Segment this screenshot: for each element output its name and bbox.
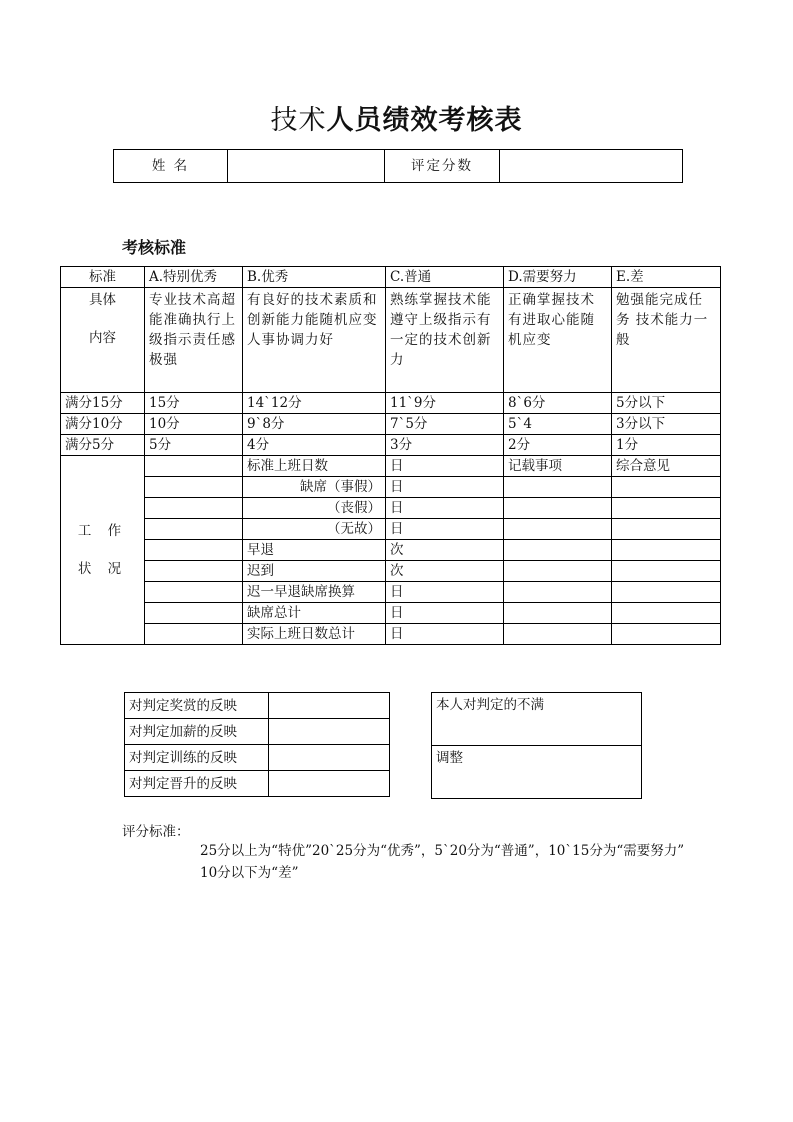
score-row-label: 满分5分 <box>61 435 145 456</box>
opinion-cell[interactable] <box>612 603 721 624</box>
reaction-label: 对判定训练的反映 <box>125 745 269 771</box>
description-cell: 有良好的技术素质和创新能力能随机应变人事协调力好 <box>243 288 386 393</box>
description-label-line: 内容 <box>89 330 116 346</box>
title-part-2: 人员绩效考核表 <box>326 105 523 136</box>
work-item: 缺席（事假） <box>243 477 386 498</box>
records-cell[interactable] <box>504 624 612 645</box>
description-row <box>61 288 721 393</box>
work-status-label-line: 状 况 <box>77 561 128 577</box>
opinion-header: 综合意见 <box>612 456 721 477</box>
dissatisfaction-table <box>431 692 642 799</box>
work-entry-cell[interactable] <box>145 603 243 624</box>
reaction-field[interactable] <box>269 719 390 745</box>
work-row <box>61 603 721 624</box>
adjustment-field[interactable] <box>432 746 642 799</box>
work-unit: 日 <box>386 603 504 624</box>
reaction-row <box>125 771 390 797</box>
score-cell: 5分以下 <box>612 393 721 414</box>
criteria-heading: 考核标准 <box>122 238 187 257</box>
work-item: 早退 <box>243 540 386 561</box>
header-cell: 标准 <box>61 267 145 288</box>
work-item: 迟到 <box>243 561 386 582</box>
score-row-label: 满分10分 <box>61 414 145 435</box>
description-cell: 勉强能完成任务 技术能力一般 <box>612 288 721 393</box>
work-status-label-line: 工 作 <box>77 523 128 539</box>
opinion-cell[interactable] <box>612 477 721 498</box>
opinion-cell[interactable] <box>612 540 721 561</box>
description-label-line: 具体 <box>89 292 116 308</box>
description-cell: 熟练掌握技术能遵守上级指示有一定的技术创新力 <box>386 288 504 393</box>
work-row <box>61 477 721 498</box>
adjustment-label: 调整 <box>436 750 463 766</box>
description-cell: 正确掌握技术 有进取心能随机应变 <box>504 288 612 393</box>
records-cell[interactable] <box>504 582 612 603</box>
score-row <box>61 435 721 456</box>
work-entry-cell[interactable] <box>145 540 243 561</box>
header-cell: B.优秀 <box>243 267 386 288</box>
work-unit: 次 <box>386 540 504 561</box>
reaction-field[interactable] <box>269 745 390 771</box>
header-cell: A.特别优秀 <box>145 267 243 288</box>
description-cell: 专业技术高超 能准确执行上级指示责任感极强 <box>145 288 243 393</box>
opinion-cell[interactable] <box>612 519 721 540</box>
reaction-field[interactable] <box>269 771 390 797</box>
dissatisfaction-label: 本人对判定的不满 <box>436 697 544 713</box>
score-cell: 9`8分 <box>243 414 386 435</box>
work-entry-cell[interactable] <box>145 456 243 477</box>
dissatisfaction-field[interactable] <box>432 693 642 746</box>
work-unit: 日 <box>386 519 504 540</box>
work-status-label <box>61 456 145 645</box>
score-cell: 7`5分 <box>386 414 504 435</box>
page-title <box>0 98 793 137</box>
criteria-table <box>60 266 721 645</box>
score-cell: 5`4 <box>504 414 612 435</box>
records-cell[interactable] <box>504 561 612 582</box>
work-entry-cell[interactable] <box>145 624 243 645</box>
name-label: 姓 名 <box>114 150 228 183</box>
reaction-label: 对判定加薪的反映 <box>125 719 269 745</box>
score-cell: 15分 <box>145 393 243 414</box>
reaction-field[interactable] <box>269 693 390 719</box>
work-unit: 次 <box>386 561 504 582</box>
reaction-row <box>125 693 390 719</box>
work-row <box>61 561 721 582</box>
name-field[interactable] <box>228 150 385 183</box>
work-unit: 日 <box>386 498 504 519</box>
reaction-row <box>125 719 390 745</box>
score-cell: 2分 <box>504 435 612 456</box>
score-cell: 3分 <box>386 435 504 456</box>
description-label <box>61 288 145 393</box>
score-cell: 8`6分 <box>504 393 612 414</box>
info-table <box>113 149 683 183</box>
work-entry-cell[interactable] <box>145 561 243 582</box>
work-item: （丧假） <box>243 498 386 519</box>
records-cell[interactable] <box>504 498 612 519</box>
score-row-label: 满分15分 <box>61 393 145 414</box>
score-row <box>61 393 721 414</box>
records-cell[interactable] <box>504 477 612 498</box>
scoring-text: 25分以上为“特优”20`25分为“优秀”，5`20分为“普通”，10`15分为“需要努力” 10分以下为“差” <box>200 843 685 881</box>
reaction-label: 对判定晋升的反映 <box>125 771 269 797</box>
reaction-label: 对判定奖赏的反映 <box>125 693 269 719</box>
score-cell: 5分 <box>145 435 243 456</box>
records-header: 记载事项 <box>504 456 612 477</box>
work-unit: 日 <box>386 456 504 477</box>
scoring-heading: 评分标准： <box>122 824 190 840</box>
work-entry-cell[interactable] <box>145 582 243 603</box>
records-cell[interactable] <box>504 519 612 540</box>
work-row <box>61 456 721 477</box>
reaction-table <box>124 692 390 797</box>
work-unit: 日 <box>386 624 504 645</box>
work-row <box>61 540 721 561</box>
work-row <box>61 624 721 645</box>
score-cell: 3分以下 <box>612 414 721 435</box>
work-row <box>61 498 721 519</box>
work-item: 迟一早退缺席换算 <box>243 582 386 603</box>
score-field[interactable] <box>500 150 683 183</box>
opinion-cell[interactable] <box>612 624 721 645</box>
work-row <box>61 519 721 540</box>
header-cell: D.需要努力 <box>504 267 612 288</box>
score-row <box>61 414 721 435</box>
opinion-cell[interactable] <box>612 561 721 582</box>
opinion-cell[interactable] <box>612 498 721 519</box>
title-part-1: 技术 <box>270 105 327 136</box>
reaction-row <box>125 745 390 771</box>
work-item: 实际上班日数总计 <box>243 624 386 645</box>
work-item: 标准上班日数 <box>243 456 386 477</box>
opinion-cell[interactable] <box>612 582 721 603</box>
score-cell: 14`12分 <box>243 393 386 414</box>
score-label: 评定分数 <box>385 150 500 183</box>
header-cell: C.普通 <box>386 267 504 288</box>
work-item: 缺席总计 <box>243 603 386 624</box>
work-unit: 日 <box>386 582 504 603</box>
work-row <box>61 582 721 603</box>
work-entry-cell[interactable] <box>145 519 243 540</box>
records-cell[interactable] <box>504 540 612 561</box>
work-item: （无故） <box>243 519 386 540</box>
score-cell: 10分 <box>145 414 243 435</box>
header-row <box>61 267 721 288</box>
work-entry-cell[interactable] <box>145 477 243 498</box>
score-cell: 1分 <box>612 435 721 456</box>
header-cell: E.差 <box>612 267 721 288</box>
work-entry-cell[interactable] <box>145 498 243 519</box>
score-cell: 11`9分 <box>386 393 504 414</box>
score-cell: 4分 <box>243 435 386 456</box>
records-cell[interactable] <box>504 603 612 624</box>
work-unit: 日 <box>386 477 504 498</box>
